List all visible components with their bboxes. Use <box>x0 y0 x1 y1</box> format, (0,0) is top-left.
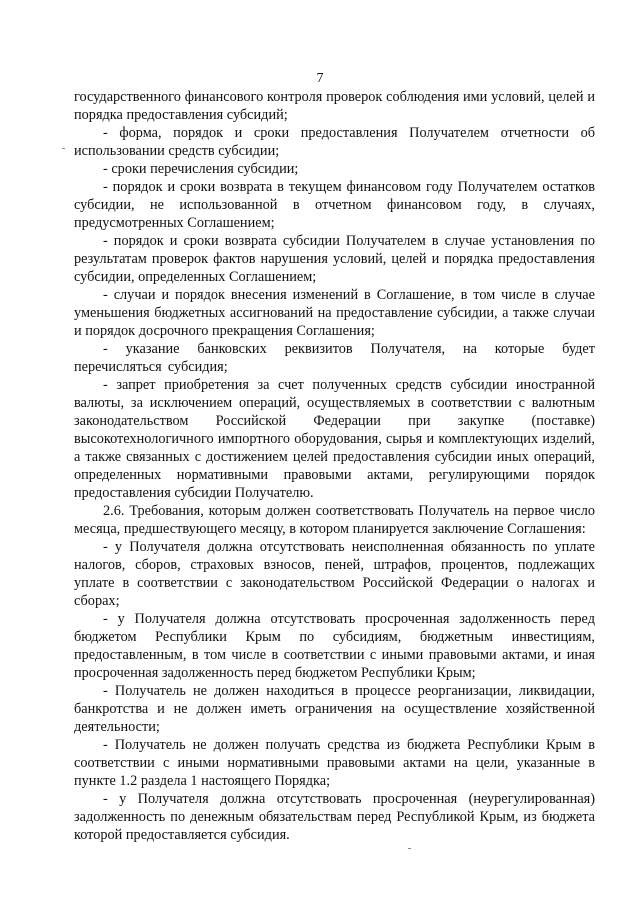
scan-speck <box>408 848 411 849</box>
requirement-no-monetary-obligations: - у Получателя должна отсутствовать просроченная (неурегулированная) задолженность по денежным обязательствам перед Республикой Крым, из бюджета которой предоставляется субсидия. <box>74 791 595 843</box>
page-number: 7 <box>316 71 324 86</box>
list-item-reporting: - форма, порядок и сроки предоставления Получателем отчетности об использовании средств субсидии; <box>74 125 595 159</box>
document-body <box>74 88 595 844</box>
requirement-no-overdue-debt: - у Получателя должна отсутствовать просроченная задолженность перед бюджетом Республики Крым по субсидиям, бюджетным инвестициям, предоставленным, в том числе в соответствии с иными правовыми актами, и иная просроченная задолженность перед бюджетом Республики Крым; <box>74 611 595 681</box>
list-item-bank-details: - указание банковских реквизитов Получателя, на которые будет перечисляться субсидия; <box>74 341 595 375</box>
list-item-currency-ban: - запрет приобретения за счет полученных средств субсидии иностранной валюты, за исключением операций, осуществляемых в соответствии с валютным законодательством Российской Федерации при закупке (поставке) высокотехнологичного импортного оборудования, сырья и комплектующих изделий, а также связанных с достижением целей предоставления субсидии иных операций, определенных нормативными правовыми актами, регулирующими порядок предоставления субсидии Получателю. <box>74 377 595 501</box>
requirement-no-other-funding: - Получатель не должен получать средства из бюджета Республики Крым в соответствии с иными нормативными правовыми актами на цели, указанные в пункте 1.2 раздела 1 настоящего Порядка; <box>74 737 595 789</box>
paragraph-continuation: государственного финансового контроля проверок соблюдения ими условий, целей и порядка предоставления субсидий; <box>74 89 595 123</box>
section-2-6-heading: 2.6. Требования, которым должен соответствовать Получатель на первое число месяца, предшествующего месяцу, в котором планируется заключение Соглашения: <box>74 503 595 537</box>
list-item-transfer-terms: - сроки перечисления субсидии; <box>103 161 299 177</box>
list-item-return-on-violation: - порядок и сроки возврата субсидии Получателем в случае установления по результатам проверок фактов нарушения условий, целей и порядка предоставления субсидии, определенных Соглашением; <box>74 233 595 285</box>
list-item-balance-return: - порядок и сроки возврата в текущем финансовом году Получателем остатков субсидии, не использованной в отчетном финансовом году, в случаях, предусмотренных Соглашением; <box>74 179 595 231</box>
requirement-no-reorganization: - Получатель не должен находиться в процессе реорганизации, ликвидации, банкротства и не должен иметь ограничения на осуществление хозяйственной деятельности; <box>74 683 595 735</box>
requirement-no-tax-debt: - у Получателя должна отсутствовать неисполненная обязанность по уплате налогов, сборов, страховых взносов, пеней, штрафов, процентов, подлежащих уплате в соответствии с законодательством Российской Федерации о налогах и сборах; <box>74 539 595 609</box>
list-item-agreement-changes: - случаи и порядок внесения изменений в Соглашение, в том числе в случае уменьшения бюджетных ассигнований на предоставление субсидии, а также случаи и порядок досрочного прекращения Соглашения; <box>74 287 595 339</box>
scan-speck <box>62 148 65 149</box>
